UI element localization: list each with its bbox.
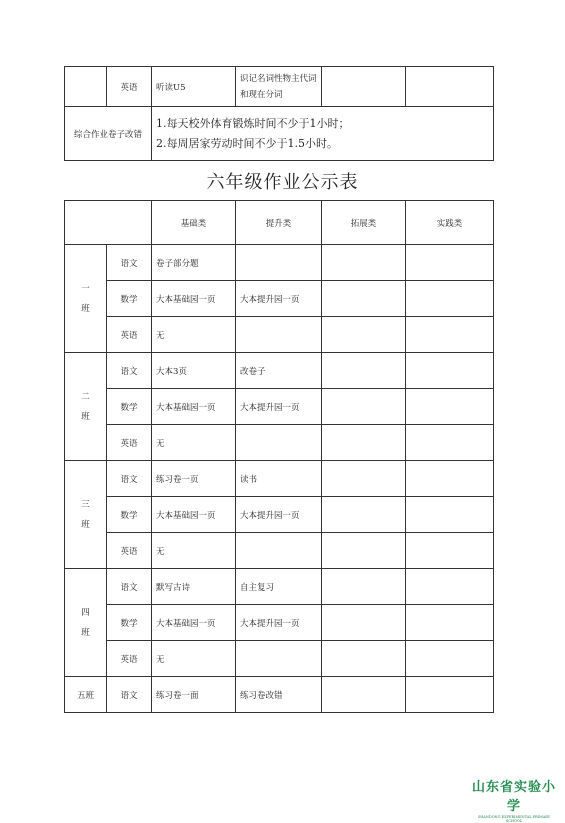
table-row — [65, 317, 494, 353]
class-label — [65, 245, 107, 353]
table-row — [65, 641, 494, 677]
basic-cell: 听读U5 — [152, 67, 236, 107]
class-label-top: 一 — [81, 283, 90, 294]
extend-cell — [322, 425, 406, 461]
table-row — [65, 533, 494, 569]
practice-cell — [406, 461, 494, 497]
table-row — [65, 425, 494, 461]
table-row — [65, 569, 494, 605]
comprehensive-label: 综合作业卷子改错 — [65, 107, 152, 161]
practice-cell — [406, 677, 494, 713]
header-extend: 拓展类 — [322, 201, 406, 245]
class-label: 五班 — [65, 677, 107, 713]
comprehensive-notes — [152, 107, 494, 161]
basic-cell: 卷子部分题 — [152, 245, 236, 281]
class-label-top: 四 — [81, 607, 90, 618]
improve-cell: 大本提升园一页 — [236, 605, 322, 641]
extend-cell — [322, 353, 406, 389]
class-label — [65, 353, 107, 461]
extend-cell — [322, 533, 406, 569]
basic-cell: 大本3页 — [152, 353, 236, 389]
extend-cell — [322, 317, 406, 353]
practice-cell — [406, 497, 494, 533]
class-label — [65, 569, 107, 677]
header-corner — [65, 201, 152, 245]
practice-cell — [406, 533, 494, 569]
table-row — [65, 245, 494, 281]
class-label-bottom: 班 — [81, 519, 90, 530]
table-row — [65, 461, 494, 497]
improve-cell: 练习卷改错 — [236, 677, 322, 713]
basic-cell: 练习卷一面 — [152, 677, 236, 713]
basic-cell: 练习卷一页 — [152, 461, 236, 497]
class-label-top: 三 — [81, 499, 90, 510]
school-logo-text: 山东省实验小学 — [471, 780, 556, 814]
practice-cell — [406, 317, 494, 353]
extend-cell — [322, 641, 406, 677]
school-logo-subtitle: SHANDONG EXPERIMENTAL PRIMARY SCHOOL — [477, 815, 551, 823]
subject-cell: 语文 — [107, 677, 152, 713]
subject-cell: 英语 — [107, 533, 152, 569]
basic-cell: 无 — [152, 641, 236, 677]
extend-cell — [322, 461, 406, 497]
basic-cell: 无 — [152, 425, 236, 461]
improve-cell: 大本提升园一页 — [236, 389, 322, 425]
improve-cell: 读书 — [236, 461, 322, 497]
header-practice: 实践类 — [406, 201, 494, 245]
improve-cell: 大本提升园一页 — [236, 497, 322, 533]
subject-cell: 英语 — [107, 317, 152, 353]
extend-cell — [322, 569, 406, 605]
practice-cell — [406, 425, 494, 461]
basic-cell: 无 — [152, 317, 236, 353]
basic-cell: 无 — [152, 533, 236, 569]
header-basic: 基础类 — [152, 201, 236, 245]
header-row — [65, 201, 494, 245]
table-row — [65, 67, 494, 107]
practice-cell — [406, 353, 494, 389]
practice-cell — [406, 641, 494, 677]
subject-cell: 语文 — [107, 461, 152, 497]
basic-cell: 大本基础园一页 — [152, 281, 236, 317]
basic-cell: 默写古诗 — [152, 569, 236, 605]
basic-cell: 大本基础园一页 — [152, 605, 236, 641]
subject-cell: 语文 — [107, 353, 152, 389]
table-row — [65, 353, 494, 389]
table-row — [65, 497, 494, 533]
table-row — [65, 389, 494, 425]
homework-table — [64, 200, 494, 713]
class-label — [65, 461, 107, 569]
improve-cell: 大本提升园一页 — [236, 281, 322, 317]
improve-cell: 改卷子 — [236, 353, 322, 389]
subject-cell: 英语 — [107, 641, 152, 677]
practice-cell — [406, 605, 494, 641]
table-cell — [406, 67, 494, 107]
subject-cell: 数学 — [107, 605, 152, 641]
note-line-2: 2.每周居家劳动时间不少于1.5小时。 — [156, 136, 338, 150]
subject-cell: 语文 — [107, 245, 152, 281]
improve-cell — [236, 641, 322, 677]
practice-cell — [406, 569, 494, 605]
extend-cell — [322, 281, 406, 317]
extend-cell — [322, 605, 406, 641]
class-label-top: 二 — [81, 391, 90, 402]
extend-cell — [322, 245, 406, 281]
class-label-bottom: 班 — [81, 411, 90, 422]
subject-cell: 数学 — [107, 497, 152, 533]
practice-cell — [406, 245, 494, 281]
header-improve: 提升类 — [236, 201, 322, 245]
page-title: 六年级作业公示表 — [206, 172, 359, 193]
table-cell — [65, 67, 107, 107]
basic-cell: 大本基础园一页 — [152, 497, 236, 533]
improve-cell — [236, 245, 322, 281]
table-row — [65, 677, 494, 713]
practice-cell — [406, 281, 494, 317]
extend-cell — [322, 389, 406, 425]
improve-cell — [236, 533, 322, 569]
improve-cell — [236, 425, 322, 461]
subject-cell: 英语 — [107, 67, 152, 107]
subject-cell: 英语 — [107, 425, 152, 461]
subject-cell: 数学 — [107, 389, 152, 425]
top-continuation-table — [64, 66, 494, 161]
extend-cell — [322, 677, 406, 713]
improve-cell — [236, 317, 322, 353]
basic-cell: 大本基础园一页 — [152, 389, 236, 425]
note-line-1: 1.每天校外体育锻炼时间不少于1小时； — [156, 116, 350, 130]
subject-cell: 数学 — [107, 281, 152, 317]
practice-cell — [406, 389, 494, 425]
class-label-bottom: 班 — [81, 303, 90, 314]
improve-cell: 识记名词性物主代词和现在分词 — [236, 67, 322, 107]
table-row — [65, 605, 494, 641]
class-label-bottom: 班 — [81, 627, 90, 638]
table-cell — [322, 67, 406, 107]
table-row — [65, 107, 494, 161]
subject-cell: 语文 — [107, 569, 152, 605]
table-row — [65, 281, 494, 317]
extend-cell — [322, 497, 406, 533]
improve-cell: 自主复习 — [236, 569, 322, 605]
